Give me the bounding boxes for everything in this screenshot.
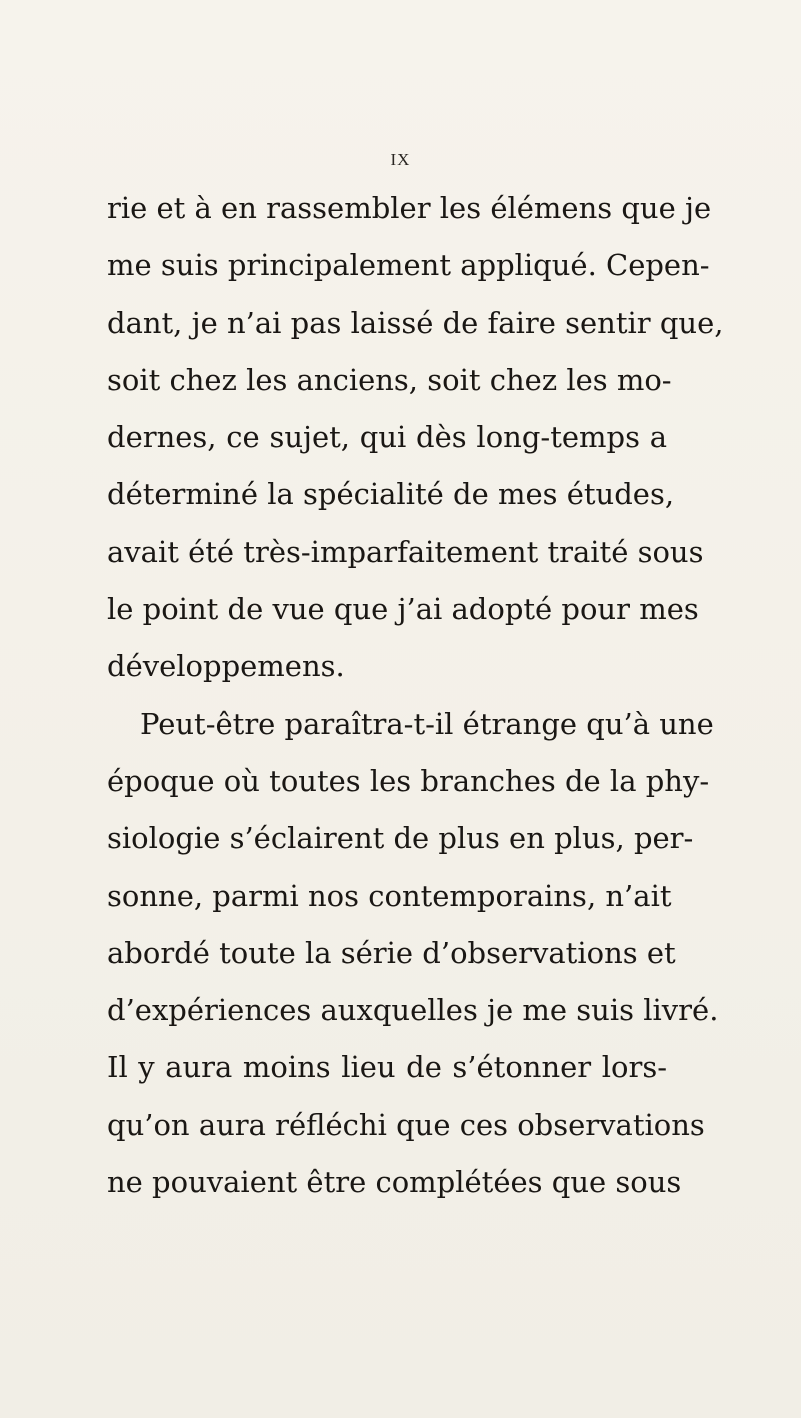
text-line: siologie s’éclairent de plus en plus, per- [107,821,694,856]
text-line: soit chez les anciens, soit chez les mo- [107,362,672,397]
text-line: Il y aura moins lieu de s’étonner lors- [107,1050,667,1085]
text-line: sonne, parmi nos contemporains, n’ait [107,878,672,913]
text-line: d’expériences auxquelles je me suis livré. [107,993,719,1028]
text-line: qu’on aura réfléchi que ces observations [107,1107,705,1142]
text-line: rie et à en rassembler les élémens que je [107,191,712,225]
paragraph-start-line: Peut-être paraîtra-t-il étrange qu’à une [140,706,714,741]
text-line: époque où toutes les branches de la phy- [107,763,710,798]
paragraph-end-line: développemens. [107,649,345,684]
text-line: dernes, ce sujet, qui dès long-temps a [107,420,667,455]
text-line: avait été très-imparfaitement traité sous [107,534,704,569]
page-number: IX [390,150,411,169]
text-line: le point de vue que j’ai adopté pour mes [107,592,699,627]
text-line: me suis principalement appliqué. Cepen- [107,248,710,283]
text-line: abordé toute la série d’observations et [107,935,676,970]
text-line: dant, je n’ai pas laissé de faire sentir que, [107,305,724,340]
text-line: déterminé la spécialité de mes études, [107,477,675,512]
body-text [107,180,724,1211]
text-line: ne pouvaient être complétées que sous [107,1165,682,1200]
